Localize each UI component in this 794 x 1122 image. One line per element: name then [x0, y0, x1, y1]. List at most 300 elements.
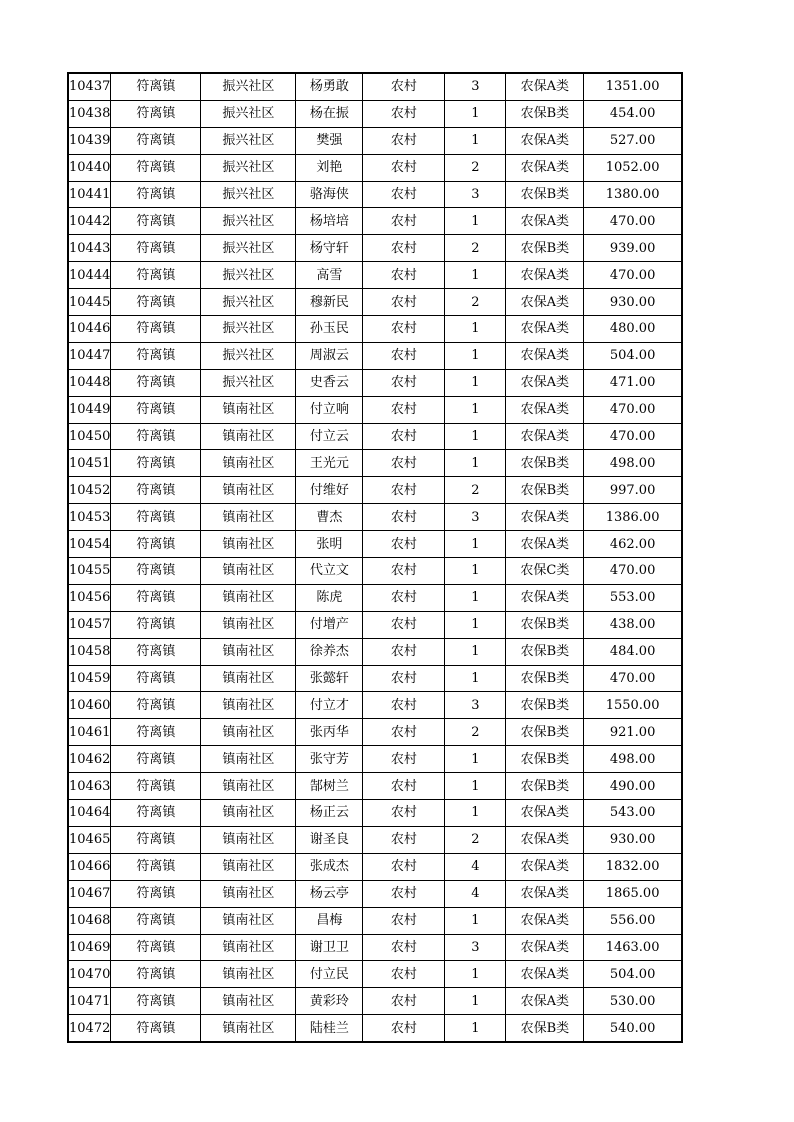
insurance-class-cell: 农保A类 [506, 396, 584, 423]
member-count-cell: 1 [445, 611, 506, 638]
record-id-cell: 10454 [68, 531, 111, 558]
community-cell: 镇南社区 [201, 611, 296, 638]
record-id-cell: 10457 [68, 611, 111, 638]
table-row [68, 1015, 682, 1042]
name-cell: 樊强 [296, 127, 363, 154]
community-cell: 镇南社区 [201, 880, 296, 907]
household-type-cell: 农村 [363, 396, 445, 423]
household-type-cell: 农村 [363, 558, 445, 585]
insurance-class-cell: 农保A类 [506, 988, 584, 1015]
insurance-class-cell: 农保B类 [506, 611, 584, 638]
name-cell: 张守芳 [296, 746, 363, 773]
community-cell: 镇南社区 [201, 746, 296, 773]
record-id-cell: 10450 [68, 423, 111, 450]
name-cell: 付立云 [296, 423, 363, 450]
insurance-class-cell: 农保A类 [506, 316, 584, 343]
member-count-cell: 1 [445, 773, 506, 800]
household-type-cell: 农村 [363, 800, 445, 827]
amount-cell: 553.00 [584, 584, 682, 611]
member-count-cell: 1 [445, 100, 506, 127]
record-id-cell: 10459 [68, 665, 111, 692]
town-cell: 符离镇 [111, 127, 201, 154]
insurance-class-cell: 农保A类 [506, 826, 584, 853]
household-type-cell: 农村 [363, 988, 445, 1015]
household-type-cell: 农村 [363, 961, 445, 988]
community-cell: 镇南社区 [201, 988, 296, 1015]
insurance-class-cell: 农保A类 [506, 907, 584, 934]
name-cell: 周淑云 [296, 342, 363, 369]
insurance-class-cell: 农保B类 [506, 665, 584, 692]
household-type-cell: 农村 [363, 477, 445, 504]
community-cell: 振兴社区 [201, 181, 296, 208]
member-count-cell: 1 [445, 1015, 506, 1042]
amount-cell: 504.00 [584, 342, 682, 369]
town-cell: 符离镇 [111, 423, 201, 450]
name-cell: 张丙华 [296, 719, 363, 746]
name-cell: 昌梅 [296, 907, 363, 934]
table-row [68, 100, 682, 127]
community-cell: 振兴社区 [201, 235, 296, 262]
amount-cell: 470.00 [584, 396, 682, 423]
town-cell: 符离镇 [111, 450, 201, 477]
town-cell: 符离镇 [111, 504, 201, 531]
community-cell: 镇南社区 [201, 1015, 296, 1042]
amount-cell: 527.00 [584, 127, 682, 154]
name-cell: 杨正云 [296, 800, 363, 827]
insurance-class-cell: 农保A类 [506, 504, 584, 531]
town-cell: 符离镇 [111, 638, 201, 665]
household-type-cell: 农村 [363, 127, 445, 154]
insurance-class-cell: 农保A类 [506, 853, 584, 880]
town-cell: 符离镇 [111, 826, 201, 853]
town-cell: 符离镇 [111, 262, 201, 289]
household-type-cell: 农村 [363, 316, 445, 343]
record-id-cell: 10470 [68, 961, 111, 988]
amount-cell: 470.00 [584, 423, 682, 450]
member-count-cell: 1 [445, 638, 506, 665]
name-cell: 史香云 [296, 369, 363, 396]
table-row [68, 450, 682, 477]
name-cell: 代立文 [296, 558, 363, 585]
table-row [68, 584, 682, 611]
town-cell: 符离镇 [111, 800, 201, 827]
table-row [68, 665, 682, 692]
record-id-cell: 10445 [68, 289, 111, 316]
table-row [68, 316, 682, 343]
table-row [68, 934, 682, 961]
household-type-cell: 农村 [363, 880, 445, 907]
name-cell: 陆桂兰 [296, 1015, 363, 1042]
table-row [68, 423, 682, 450]
household-type-cell: 农村 [363, 746, 445, 773]
amount-cell: 438.00 [584, 611, 682, 638]
town-cell: 符离镇 [111, 477, 201, 504]
roster-table-body [68, 73, 682, 1042]
amount-cell: 504.00 [584, 961, 682, 988]
community-cell: 振兴社区 [201, 154, 296, 181]
insurance-class-cell: 农保B类 [506, 1015, 584, 1042]
insurance-class-cell: 农保B类 [506, 692, 584, 719]
name-cell: 张懿轩 [296, 665, 363, 692]
member-count-cell: 1 [445, 423, 506, 450]
table-row [68, 961, 682, 988]
town-cell: 符离镇 [111, 611, 201, 638]
community-cell: 镇南社区 [201, 477, 296, 504]
record-id-cell: 10469 [68, 934, 111, 961]
insurance-class-cell: 农保A类 [506, 934, 584, 961]
insurance-class-cell: 农保A类 [506, 584, 584, 611]
insurance-class-cell: 农保A类 [506, 73, 584, 100]
member-count-cell: 1 [445, 208, 506, 235]
record-id-cell: 10448 [68, 369, 111, 396]
name-cell: 郜树兰 [296, 773, 363, 800]
member-count-cell: 1 [445, 127, 506, 154]
town-cell: 符离镇 [111, 396, 201, 423]
insurance-class-cell: 农保A类 [506, 369, 584, 396]
household-type-cell: 农村 [363, 907, 445, 934]
insurance-class-cell: 农保A类 [506, 423, 584, 450]
insurance-class-cell: 农保A类 [506, 961, 584, 988]
member-count-cell: 2 [445, 477, 506, 504]
community-cell: 振兴社区 [201, 208, 296, 235]
amount-cell: 930.00 [584, 289, 682, 316]
insurance-class-cell: 农保B类 [506, 746, 584, 773]
record-id-cell: 10449 [68, 396, 111, 423]
member-count-cell: 3 [445, 181, 506, 208]
community-cell: 镇南社区 [201, 423, 296, 450]
name-cell: 刘艳 [296, 154, 363, 181]
amount-cell: 1380.00 [584, 181, 682, 208]
household-type-cell: 农村 [363, 584, 445, 611]
record-id-cell: 10465 [68, 826, 111, 853]
community-cell: 振兴社区 [201, 73, 296, 100]
amount-cell: 470.00 [584, 208, 682, 235]
insurance-class-cell: 农保B类 [506, 638, 584, 665]
community-cell: 振兴社区 [201, 342, 296, 369]
amount-cell: 556.00 [584, 907, 682, 934]
name-cell: 谢圣良 [296, 826, 363, 853]
table-row [68, 235, 682, 262]
member-count-cell: 1 [445, 800, 506, 827]
table-row [68, 746, 682, 773]
community-cell: 镇南社区 [201, 396, 296, 423]
member-count-cell: 1 [445, 961, 506, 988]
amount-cell: 1351.00 [584, 73, 682, 100]
town-cell: 符离镇 [111, 665, 201, 692]
record-id-cell: 10460 [68, 692, 111, 719]
household-type-cell: 农村 [363, 369, 445, 396]
name-cell: 谢卫卫 [296, 934, 363, 961]
town-cell: 符离镇 [111, 342, 201, 369]
household-type-cell: 农村 [363, 611, 445, 638]
household-type-cell: 农村 [363, 531, 445, 558]
member-count-cell: 3 [445, 934, 506, 961]
household-type-cell: 农村 [363, 504, 445, 531]
record-id-cell: 10458 [68, 638, 111, 665]
amount-cell: 930.00 [584, 826, 682, 853]
insurance-class-cell: 农保A类 [506, 262, 584, 289]
town-cell: 符离镇 [111, 934, 201, 961]
community-cell: 振兴社区 [201, 369, 296, 396]
community-cell: 镇南社区 [201, 719, 296, 746]
insurance-class-cell: 农保A类 [506, 880, 584, 907]
table-row [68, 692, 682, 719]
amount-cell: 1865.00 [584, 880, 682, 907]
town-cell: 符离镇 [111, 1015, 201, 1042]
amount-cell: 997.00 [584, 477, 682, 504]
amount-cell: 470.00 [584, 558, 682, 585]
record-id-cell: 10451 [68, 450, 111, 477]
table-row [68, 558, 682, 585]
household-type-cell: 农村 [363, 423, 445, 450]
community-cell: 镇南社区 [201, 584, 296, 611]
household-type-cell: 农村 [363, 208, 445, 235]
insurance-class-cell: 农保B类 [506, 100, 584, 127]
record-id-cell: 10443 [68, 235, 111, 262]
community-cell: 镇南社区 [201, 531, 296, 558]
insurance-class-cell: 农保A类 [506, 531, 584, 558]
name-cell: 陈虎 [296, 584, 363, 611]
amount-cell: 921.00 [584, 719, 682, 746]
community-cell: 振兴社区 [201, 100, 296, 127]
town-cell: 符离镇 [111, 584, 201, 611]
town-cell: 符离镇 [111, 988, 201, 1015]
amount-cell: 540.00 [584, 1015, 682, 1042]
amount-cell: 480.00 [584, 316, 682, 343]
town-cell: 符离镇 [111, 369, 201, 396]
amount-cell: 1550.00 [584, 692, 682, 719]
town-cell: 符离镇 [111, 316, 201, 343]
member-count-cell: 4 [445, 853, 506, 880]
town-cell: 符离镇 [111, 558, 201, 585]
record-id-cell: 10468 [68, 907, 111, 934]
record-id-cell: 10471 [68, 988, 111, 1015]
record-id-cell: 10441 [68, 181, 111, 208]
town-cell: 符离镇 [111, 961, 201, 988]
name-cell: 付立民 [296, 961, 363, 988]
member-count-cell: 1 [445, 262, 506, 289]
member-count-cell: 3 [445, 504, 506, 531]
name-cell: 黄彩玲 [296, 988, 363, 1015]
amount-cell: 484.00 [584, 638, 682, 665]
town-cell: 符离镇 [111, 235, 201, 262]
amount-cell: 1832.00 [584, 853, 682, 880]
insurance-class-cell: 农保B类 [506, 773, 584, 800]
community-cell: 镇南社区 [201, 800, 296, 827]
record-id-cell: 10439 [68, 127, 111, 154]
table-row [68, 853, 682, 880]
member-count-cell: 1 [445, 558, 506, 585]
community-cell: 镇南社区 [201, 504, 296, 531]
town-cell: 符离镇 [111, 746, 201, 773]
community-cell: 振兴社区 [201, 127, 296, 154]
member-count-cell: 1 [445, 396, 506, 423]
record-id-cell: 10456 [68, 584, 111, 611]
member-count-cell: 1 [445, 450, 506, 477]
household-type-cell: 农村 [363, 154, 445, 181]
community-cell: 镇南社区 [201, 907, 296, 934]
record-id-cell: 10464 [68, 800, 111, 827]
household-type-cell: 农村 [363, 1015, 445, 1042]
record-id-cell: 10472 [68, 1015, 111, 1042]
record-id-cell: 10442 [68, 208, 111, 235]
record-id-cell: 10447 [68, 342, 111, 369]
table-row [68, 504, 682, 531]
amount-cell: 1386.00 [584, 504, 682, 531]
community-cell: 镇南社区 [201, 826, 296, 853]
member-count-cell: 2 [445, 719, 506, 746]
record-id-cell: 10467 [68, 880, 111, 907]
table-row [68, 73, 682, 100]
member-count-cell: 2 [445, 289, 506, 316]
name-cell: 杨在振 [296, 100, 363, 127]
table-row [68, 638, 682, 665]
record-id-cell: 10444 [68, 262, 111, 289]
amount-cell: 462.00 [584, 531, 682, 558]
household-type-cell: 农村 [363, 73, 445, 100]
amount-cell: 498.00 [584, 746, 682, 773]
town-cell: 符离镇 [111, 880, 201, 907]
record-id-cell: 10446 [68, 316, 111, 343]
household-type-cell: 农村 [363, 450, 445, 477]
member-count-cell: 1 [445, 342, 506, 369]
member-count-cell: 1 [445, 584, 506, 611]
town-cell: 符离镇 [111, 692, 201, 719]
insurance-class-cell: 农保B类 [506, 235, 584, 262]
table-row [68, 800, 682, 827]
table-row [68, 342, 682, 369]
town-cell: 符离镇 [111, 531, 201, 558]
community-cell: 镇南社区 [201, 934, 296, 961]
name-cell: 付维好 [296, 477, 363, 504]
insurance-class-cell: 农保B类 [506, 181, 584, 208]
member-count-cell: 2 [445, 826, 506, 853]
community-cell: 振兴社区 [201, 316, 296, 343]
amount-cell: 490.00 [584, 773, 682, 800]
name-cell: 徐养杰 [296, 638, 363, 665]
table-row [68, 719, 682, 746]
name-cell: 付增产 [296, 611, 363, 638]
name-cell: 杨守轩 [296, 235, 363, 262]
name-cell: 付立才 [296, 692, 363, 719]
household-type-cell: 农村 [363, 853, 445, 880]
insurance-class-cell: 农保A类 [506, 342, 584, 369]
member-count-cell: 2 [445, 154, 506, 181]
table-row [68, 880, 682, 907]
record-id-cell: 10437 [68, 73, 111, 100]
amount-cell: 939.00 [584, 235, 682, 262]
amount-cell: 470.00 [584, 665, 682, 692]
member-count-cell: 1 [445, 531, 506, 558]
amount-cell: 454.00 [584, 100, 682, 127]
table-row [68, 988, 682, 1015]
household-type-cell: 农村 [363, 665, 445, 692]
name-cell: 杨云亭 [296, 880, 363, 907]
insurance-class-cell: 农保A类 [506, 127, 584, 154]
town-cell: 符离镇 [111, 719, 201, 746]
member-count-cell: 2 [445, 235, 506, 262]
name-cell: 曹杰 [296, 504, 363, 531]
name-cell: 高雪 [296, 262, 363, 289]
amount-cell: 530.00 [584, 988, 682, 1015]
town-cell: 符离镇 [111, 154, 201, 181]
table-row [68, 262, 682, 289]
amount-cell: 498.00 [584, 450, 682, 477]
town-cell: 符离镇 [111, 73, 201, 100]
insurance-class-cell: 农保A类 [506, 289, 584, 316]
town-cell: 符离镇 [111, 907, 201, 934]
household-type-cell: 农村 [363, 235, 445, 262]
household-type-cell: 农村 [363, 262, 445, 289]
member-count-cell: 1 [445, 746, 506, 773]
community-cell: 镇南社区 [201, 558, 296, 585]
record-id-cell: 10440 [68, 154, 111, 181]
member-count-cell: 1 [445, 665, 506, 692]
community-cell: 镇南社区 [201, 961, 296, 988]
name-cell: 张成杰 [296, 853, 363, 880]
record-id-cell: 10462 [68, 746, 111, 773]
record-id-cell: 10438 [68, 100, 111, 127]
name-cell: 孙玉民 [296, 316, 363, 343]
record-id-cell: 10452 [68, 477, 111, 504]
household-type-cell: 农村 [363, 638, 445, 665]
table-row [68, 826, 682, 853]
community-cell: 镇南社区 [201, 638, 296, 665]
table-row [68, 907, 682, 934]
table-row [68, 611, 682, 638]
record-id-cell: 10461 [68, 719, 111, 746]
insurance-class-cell: 农保B类 [506, 477, 584, 504]
town-cell: 符离镇 [111, 100, 201, 127]
member-count-cell: 1 [445, 907, 506, 934]
table-row [68, 531, 682, 558]
record-id-cell: 10455 [68, 558, 111, 585]
town-cell: 符离镇 [111, 773, 201, 800]
name-cell: 穆新民 [296, 289, 363, 316]
amount-cell: 543.00 [584, 800, 682, 827]
household-type-cell: 农村 [363, 181, 445, 208]
name-cell: 张明 [296, 531, 363, 558]
town-cell: 符离镇 [111, 208, 201, 235]
community-cell: 镇南社区 [201, 450, 296, 477]
insurance-class-cell: 农保A类 [506, 208, 584, 235]
town-cell: 符离镇 [111, 181, 201, 208]
table-row [68, 289, 682, 316]
member-count-cell: 1 [445, 316, 506, 343]
member-count-cell: 3 [445, 692, 506, 719]
name-cell: 杨培培 [296, 208, 363, 235]
name-cell: 付立响 [296, 396, 363, 423]
insurance-class-cell: 农保B类 [506, 450, 584, 477]
household-type-cell: 农村 [363, 934, 445, 961]
community-cell: 振兴社区 [201, 262, 296, 289]
amount-cell: 471.00 [584, 369, 682, 396]
household-type-cell: 农村 [363, 289, 445, 316]
member-count-cell: 4 [445, 880, 506, 907]
record-id-cell: 10463 [68, 773, 111, 800]
table-row [68, 773, 682, 800]
member-count-cell: 1 [445, 988, 506, 1015]
community-cell: 镇南社区 [201, 665, 296, 692]
table-row [68, 477, 682, 504]
table-row [68, 154, 682, 181]
name-cell: 杨勇敢 [296, 73, 363, 100]
record-id-cell: 10466 [68, 853, 111, 880]
household-type-cell: 农村 [363, 342, 445, 369]
table-row [68, 369, 682, 396]
table-row [68, 181, 682, 208]
household-type-cell: 农村 [363, 719, 445, 746]
